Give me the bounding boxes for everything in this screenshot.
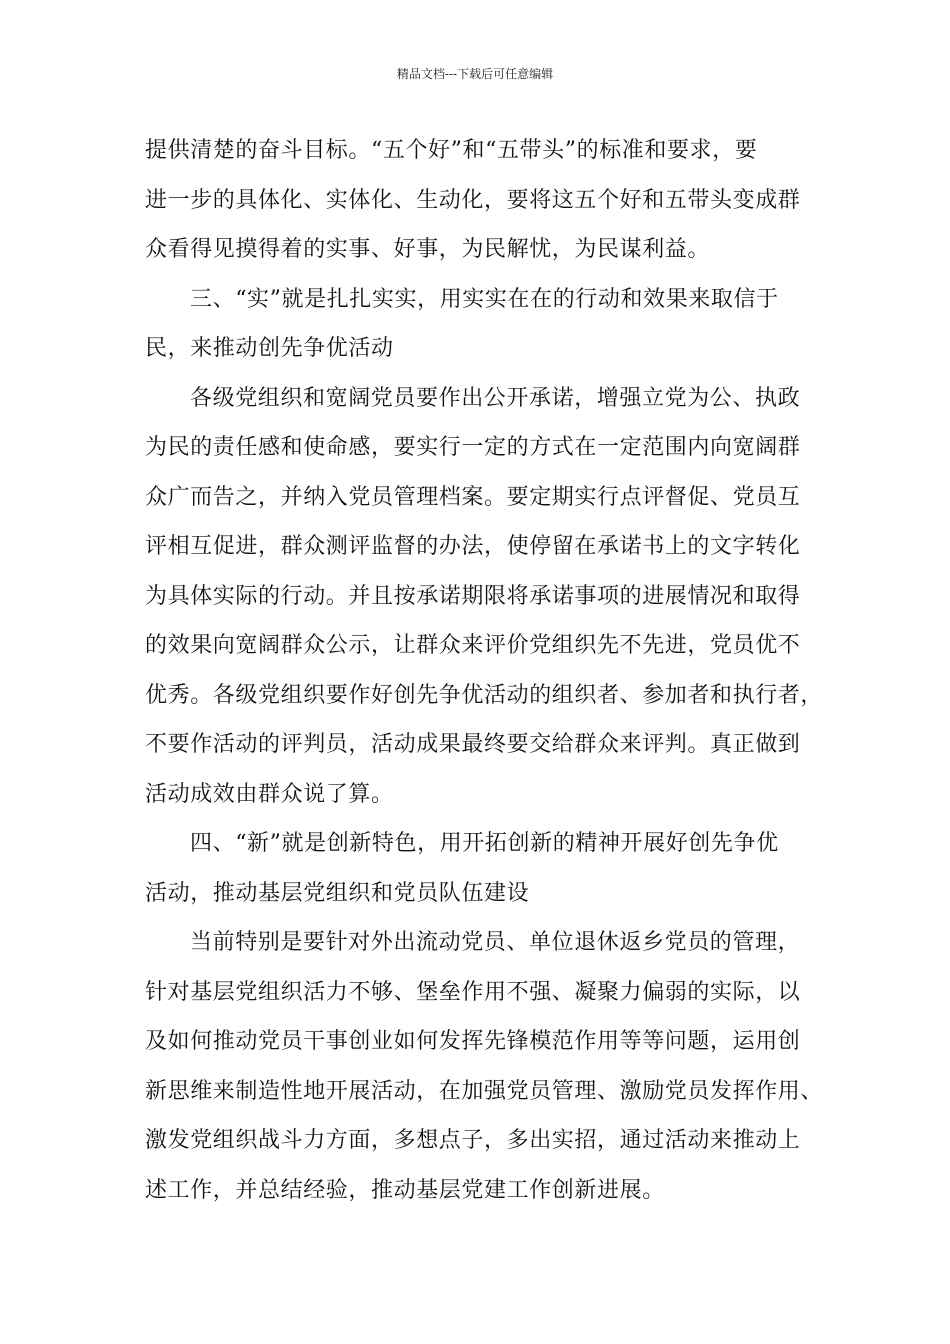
text-line: 的效果向宽阔群众公示，让群众来评价党组织先不先进，党员优不: [145, 633, 801, 658]
text-line: 当前特别是要针对外出流动党员、单位退休返乡党员的管理，: [190, 930, 801, 955]
text-line: 新思维来制造性地开展活动，在加强党员管理、激励党员发挥作用、: [145, 1078, 824, 1104]
text-line: 各级党组织和宽阔党员要作出公开承诺，增强立党为公、执政: [190, 385, 801, 411]
text-line: 针对基层党组织活力不够、堡垒作用不强、凝聚力偏弱的实际，以: [145, 979, 801, 1005]
document-body: [145, 126, 830, 1215]
text-line: 述工作，并总结经验，推动基层党建工作创新进展。: [145, 1177, 665, 1203]
text-line: 进一步的具体化、实体化、生动化，要将这五个好和五带头变成群: [145, 187, 801, 213]
page-header: 精品文档---下载后可任意编辑: [396, 67, 554, 81]
text-line: 及如何推动党员干事创业如何发挥先锋模范作用等等问题，运用创: [145, 1029, 801, 1054]
section-heading-line: 四、“新”就是创新特色，用开拓创新的精神开展好创先争优: [190, 831, 779, 856]
text-line: 为民的责任感和使命感，要实行一定的方式在一定范围内向宽阔群: [145, 435, 801, 460]
text-line: 不要作活动的评判员，活动成果最终要交给群众来评判。真正做到: [145, 732, 801, 757]
text-line: 活动成效由群众说了算。: [145, 781, 394, 807]
text-line: 众看得见摸得着的实事、好事，为民解忧，为民谋利益。: [145, 237, 711, 262]
text-line: 为具体实际的行动。并且按承诺期限将承诺事项的进展情况和取得: [145, 583, 801, 609]
section-heading-line: 民，来推动创先争优活动: [145, 336, 394, 361]
text-line: 激发党组织战斗力方面，多想点子，多出实招，通过活动来推动上: [145, 1128, 801, 1153]
text-line: 优秀。各级党组织要作好创先争优活动的组织者、参加者和执行者，: [145, 682, 824, 708]
section-heading-line: 活动，推动基层党组织和党员队伍建设: [145, 880, 530, 906]
text-line: 提供清楚的奋斗目标。“五个好”和“五带头”的标准和要求，要: [145, 138, 758, 163]
text-line: 评相互促进，群众测评监督的办法，使停留在承诺书上的文字转化: [145, 534, 801, 559]
text-line: 众广而告之，并纳入党员管理档案。要定期实行点评督促、党员互: [145, 484, 801, 510]
section-heading-line: 三、“实”就是扎扎实实，用实实在在的行动和效果来取信于: [190, 286, 779, 312]
